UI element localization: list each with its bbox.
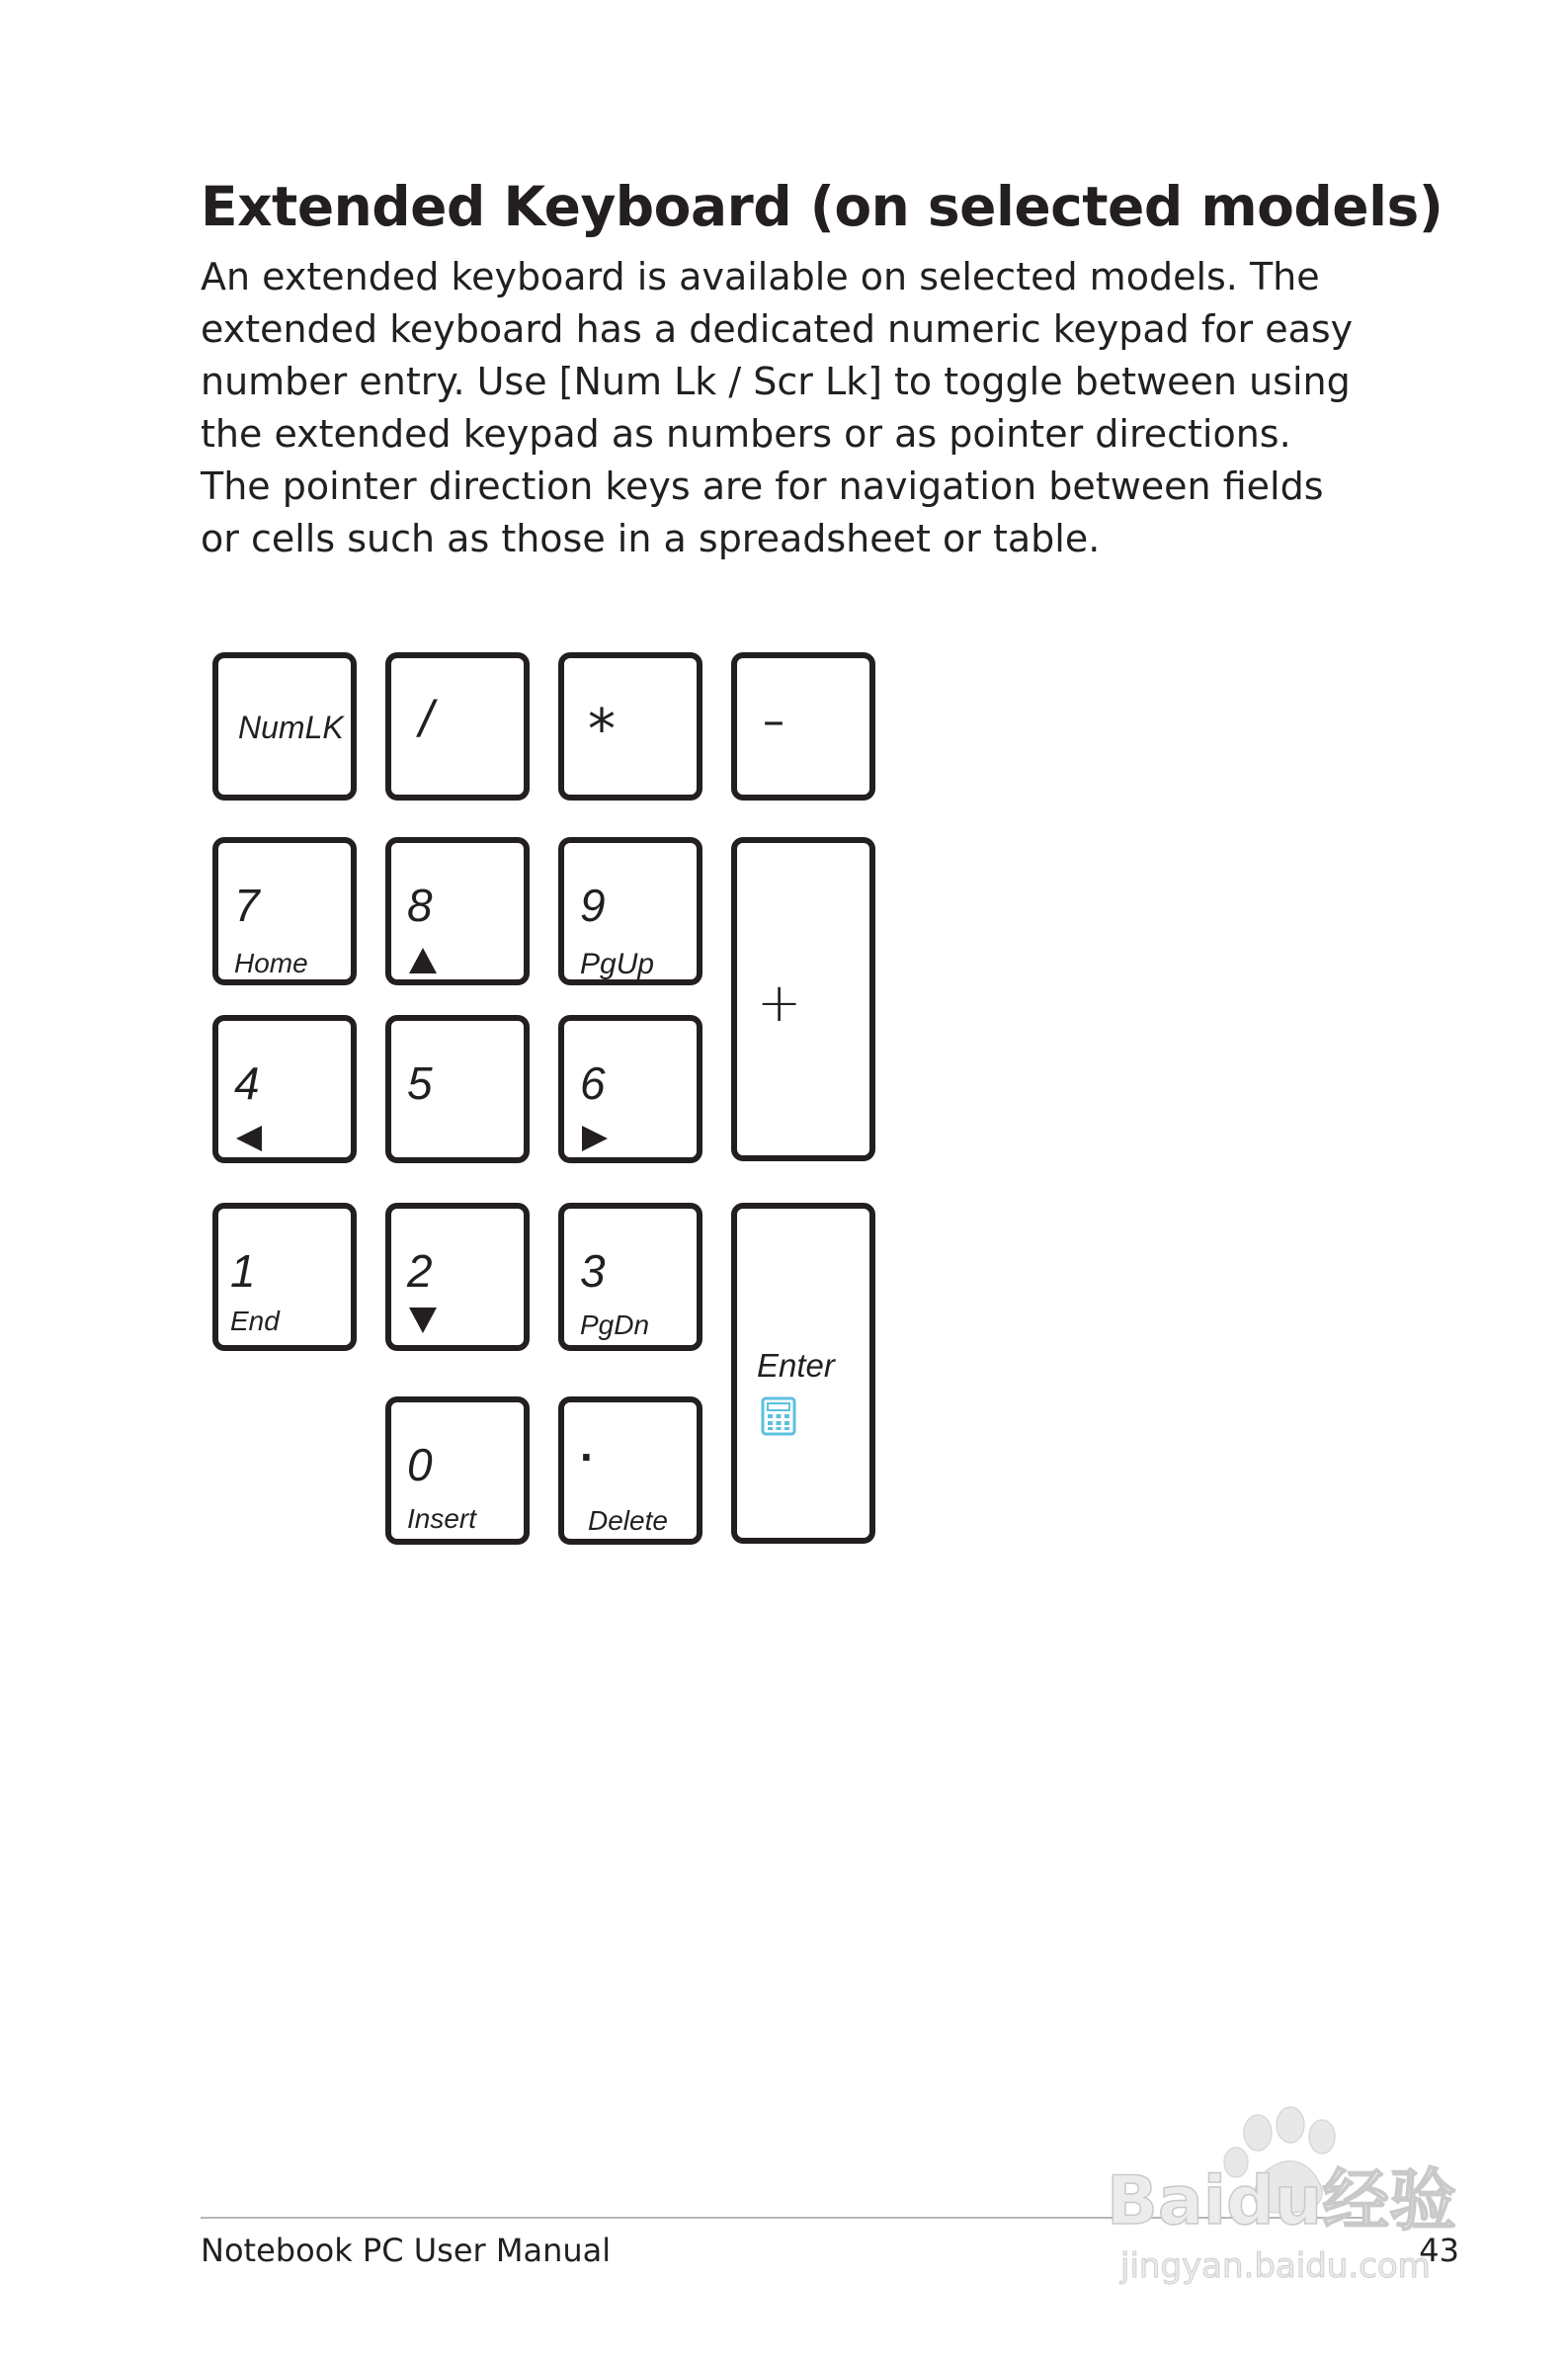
key-0 xyxy=(385,1396,530,1545)
key-6-number: 6 xyxy=(580,1057,606,1109)
footer-manual-title: Notebook PC User Manual xyxy=(201,2232,612,2269)
key-7-number: 7 xyxy=(234,880,260,931)
key-decimal-delete-label: Delete xyxy=(588,1505,668,1536)
key-6 xyxy=(558,1015,702,1163)
key-divide-label: / xyxy=(419,691,434,748)
right-arrow-icon xyxy=(582,1126,608,1151)
key-divide xyxy=(385,652,530,801)
key-add xyxy=(731,837,875,1161)
key-8 xyxy=(385,837,530,985)
key-decimal-symbol: . xyxy=(580,1419,593,1471)
key-numlock-label: NumLK xyxy=(238,710,344,745)
key-7-home-label: Home xyxy=(234,948,308,978)
page-number: 43 xyxy=(1419,2232,1459,2269)
watermark-site: jingyan.baidu.com xyxy=(1120,2246,1431,2286)
key-4 xyxy=(212,1015,357,1163)
key-decimal xyxy=(558,1396,702,1545)
key-5 xyxy=(385,1015,530,1163)
down-arrow-icon xyxy=(409,1308,437,1333)
key-3-number: 3 xyxy=(580,1245,606,1297)
page-title: Extended Keyboard (on selected models) xyxy=(201,175,1444,238)
key-add-label: + xyxy=(757,971,802,1034)
key-1-number: 1 xyxy=(230,1245,256,1297)
key-multiply-label: * xyxy=(588,698,616,762)
key-2 xyxy=(385,1203,530,1351)
key-subtract-label: – xyxy=(763,696,784,746)
key-3-pgdn-label: PgDn xyxy=(580,1309,650,1340)
key-enter-label: Enter xyxy=(757,1347,835,1384)
key-4-number: 4 xyxy=(234,1057,260,1109)
key-2-number: 2 xyxy=(407,1245,433,1297)
key-1-end-label: End xyxy=(230,1306,280,1336)
key-enter xyxy=(731,1203,875,1544)
up-arrow-icon xyxy=(409,948,437,973)
watermark-brand: Baidu经验 xyxy=(1107,2162,1457,2240)
key-multiply xyxy=(558,652,702,801)
key-subtract xyxy=(731,652,875,801)
key-8-number: 8 xyxy=(407,880,433,931)
left-arrow-icon xyxy=(236,1126,262,1151)
body-paragraph: An extended keyboard is available on selected models. The extended keyboard has a dedicated numeric keypad for easy number entry. Use [Num Lk / Scr Lk] to toggle between using the extended keypad as numbers or as pointer directions. The pointer direction keys are for navigation between fields or cells such as those in a spreadsheet or table. xyxy=(201,255,1354,560)
key-3 xyxy=(558,1203,702,1351)
key-numlock xyxy=(212,652,357,801)
key-5-number: 5 xyxy=(407,1057,433,1109)
key-9-number: 9 xyxy=(580,880,606,931)
key-1 xyxy=(212,1203,357,1351)
baidu-watermark-logo xyxy=(1095,2095,1460,2293)
calculator-icon xyxy=(761,1396,796,1436)
key-0-number: 0 xyxy=(407,1439,433,1490)
key-9 xyxy=(558,837,702,985)
key-0-insert-label: Insert xyxy=(407,1503,477,1534)
key-9-pgup-label: PgUp xyxy=(580,948,655,980)
key-7 xyxy=(212,837,357,985)
